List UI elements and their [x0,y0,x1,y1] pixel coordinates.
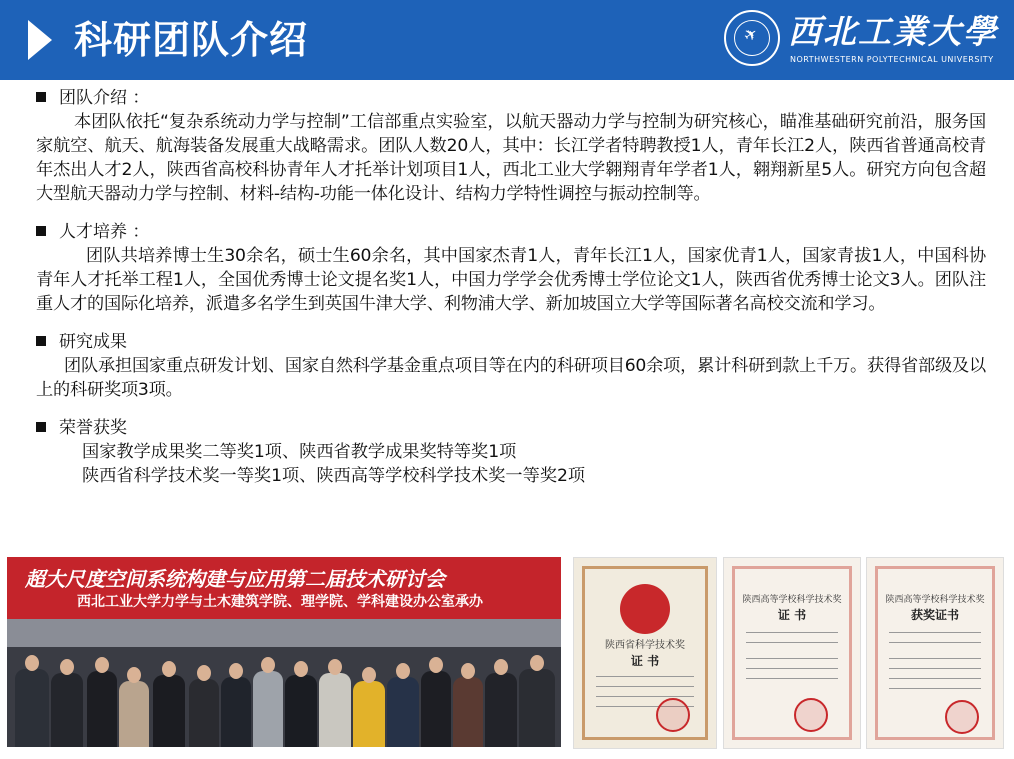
certificate-title: 证 书 [630,654,660,668]
photo-banner [7,557,561,619]
bullet-square-icon [36,336,46,346]
seal-icon [656,698,690,732]
certificate-org: 陕西高等学校科学技术奖 [885,595,985,605]
section-heading-talent: 人才培养 ： [36,220,986,244]
group-photo [7,557,561,747]
section-body-team: 本团队依托“复杂系统动力学与控制”工信部重点实验室，以航天器动力学与控制为研究核心，瞄准基础研究前沿，服务国家航空、航天、航海装备发展重大战略需求。团队人数20人，其中：长江学者特聘教授1人，青年长江2人，陕西省普通高校青年杰出人才2人，陕西省高校科协青年人才托举计划项目1人，西北工业大学翱翔青年学者1人，翱翔新星5人。研究方向包含超大型航天器动力学与控制、材料-结构-功能一体化设计、结构力学特性调控与振动控制等。 [36,112,986,204]
certificate-org: 陕西省科学技术奖 [605,640,685,651]
bullet-square-icon [36,226,46,236]
section-heading-honors: 荣誉获奖 [36,416,986,440]
certificate-title: 证 书 [777,608,807,622]
bullet-square-icon [36,92,46,102]
photo-people [7,647,561,747]
content-body [36,86,986,488]
university-emblem-icon: ✈ [724,10,780,66]
seal-icon [945,700,979,734]
certificate-title: 获奖证书 [910,608,959,622]
honor-line: 国家教学成果奖二等奖1项、陕西省教学成果奖特等奖1项 [82,442,517,462]
certificate-org: 陕西高等学校科学技术奖 [742,595,842,605]
national-emblem-icon [620,584,670,634]
certificate-card [723,557,861,749]
header-bar [0,0,1014,80]
section-heading-team: 团队介绍 ： [36,86,986,110]
section-body-talent: 团队共培养博士生30余名，硕士生60余名，其中国家杰青1人，青年长江1人，国家优青1人，国家青拔1人，中国科协青年人才托举工程1人，全国优秀博士论文提名奖1人，中国力学学会优秀博士学位论文1人，陕西省优秀博士论文3人。团队注重人才的国际化培养，派遣多名学生到英国牛津大学、利物浦大学、新加坡国立大学等国际著名高校交流和学习。 [36,246,986,314]
university-name-en: NORTHWESTERN POLYTECHNICAL UNIVERSITY [790,55,994,64]
bullet-square-icon [36,422,46,432]
honor-line: 陕西省科学技术奖一等奖1项、陕西高等学校科学技术奖一等奖2项 [82,466,586,486]
section-heading-research: 研究成果 [36,330,986,354]
university-name-cn: 西北工業大學 [788,12,998,51]
certificate-card [866,557,1004,749]
banner-title: 超大尺度空间系统构建与应用第二届技术研讨会 [25,567,445,591]
page-title: 科研团队介绍 [74,18,309,62]
section-body-research: 团队承担国家重点研发计划、国家自然科学基金重点项目等在内的科研项目60余项，累计科研到款上千万。获得省部级及以上的科研奖项3项。 [36,356,986,400]
chevron-right-icon [28,20,52,60]
seal-icon [794,698,828,732]
certificate-card [573,557,717,749]
banner-subtitle: 西北工业大学力学与土木建筑学院、理学院、学科建设办公室承办 [77,594,483,610]
